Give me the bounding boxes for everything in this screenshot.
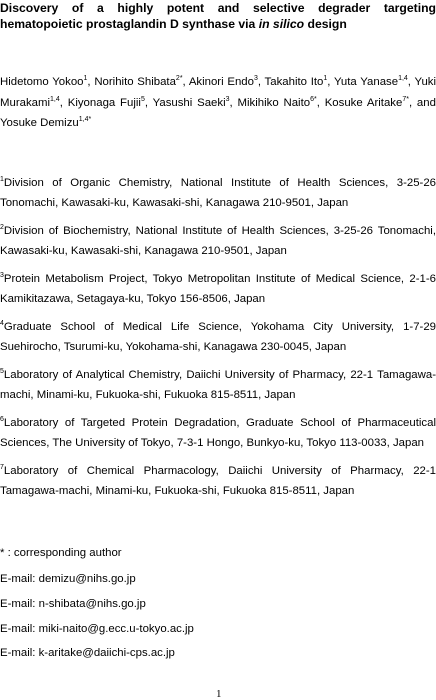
author-name: Yuki Murakami (0, 76, 436, 109)
author-name: Yuta Yanase (333, 76, 399, 88)
author-name: Mikihiko Naito (237, 96, 311, 109)
author-affiliation-marker: 7* (402, 95, 409, 103)
affiliation-number: 6 (0, 416, 4, 424)
author-separator: , (87, 76, 95, 88)
affiliation-text: Division of Organic Chemistry, National Institute of Health Sciences, 3-25-26 Tonomachi, Kawasaki-ku, Kawasaki-shi, Kanagawa 210-9501, Japan (0, 177, 436, 209)
author-name: Yosuke Demizu (0, 117, 79, 129)
affiliation-4 (0, 318, 436, 357)
affiliation-text: Laboratory of Chemical Pharmacology, Daiichi University of Pharmacy, 22-1 Tamagawa-machi, Minami-ku, Fukuoka-shi, Fukuoka 815-8511, Japan (0, 465, 436, 497)
page-number: 1 (216, 688, 222, 700)
affiliation-text: Laboratory of Analytical Chemistry, Daiichi University of Pharmacy, 22-1 Tamagawa-machi, Minami-ku, Fukuoka-shi, Fukuoka 815-8511, Japan (0, 369, 436, 401)
affiliation-number: 1 (0, 176, 4, 184)
author-affiliation-marker: 1 (323, 75, 328, 83)
affiliation-text: Laboratory of Targeted Protein Degradation, Graduate School of Pharmaceutical Sciences, The University of Tokyo, 7-3-1 Hongo, Bunkyo-ku, Tokyo 113-0033, Japan (0, 417, 436, 449)
author-separator: , (407, 76, 415, 88)
author-affiliation-marker: 3 (225, 95, 230, 103)
author-name: Akinori Endo (188, 76, 254, 88)
author-separator: , and (408, 96, 436, 109)
author-list (0, 72, 436, 134)
author (0, 117, 91, 129)
author-separator: , (327, 76, 334, 88)
author (153, 97, 238, 109)
author (0, 76, 94, 88)
affiliation-7 (0, 462, 436, 501)
author (265, 76, 334, 88)
affiliation-number: 3 (0, 272, 4, 280)
author-affiliation-marker: 3 (253, 75, 258, 83)
author-affiliation-marker: 1,4* (78, 116, 92, 124)
affiliation-text: Graduate School of Medical Life Science, Yokohama City University, 1-7-29 Suehirocho, Tsurumi-ku, Yokohama-shi, Kanagawa 230-0045, Japan (0, 321, 436, 353)
author-affiliation-marker: 1,4 (398, 75, 408, 83)
author-name: Takahito Ito (264, 76, 324, 88)
author-affiliation-marker: 1 (83, 75, 88, 83)
title-text: Discovery of a highly potent and selective degrader targeting hematopoietic prostaglandin D synthase via (0, 1, 436, 31)
author-name: Kiyonaga Fujii (67, 96, 141, 109)
affiliation-number: 2 (0, 224, 4, 232)
affiliation-number: 7 (0, 464, 4, 472)
affiliation-1 (0, 174, 436, 213)
author-affiliation-marker: 6* (310, 95, 317, 103)
author-separator: , (182, 76, 189, 88)
author-separator: , (229, 96, 238, 109)
author (334, 76, 415, 88)
title-text-end: design (304, 17, 347, 31)
affiliation-number: 4 (0, 320, 4, 328)
author (94, 76, 189, 88)
corresponding-author-note: * : corresponding author (0, 547, 122, 559)
author-name: Yasushi Saeki (152, 96, 226, 109)
affiliation-text: Division of Biochemistry, National Institute of Health Sciences, 3-25-26 Tonomachi, Kawasaki-ku, Kawasaki-shi, Kanagawa 210-9501, Japan (0, 225, 436, 257)
email-shibata[interactable]: E-mail: n-shibata@nihs.go.jp (0, 598, 146, 610)
paper-title (0, 0, 436, 32)
author-separator: , (144, 96, 153, 109)
author (189, 76, 265, 88)
affiliation-2 (0, 222, 436, 261)
author (68, 97, 153, 109)
author-affiliation-marker: 2* (175, 75, 183, 83)
author (325, 97, 436, 109)
author-separator: , (257, 76, 265, 88)
author-separator: , (316, 96, 325, 109)
author (238, 97, 325, 109)
affiliation-6 (0, 414, 436, 453)
author-name: Norihito Shibata (94, 76, 176, 88)
affiliation-3 (0, 270, 436, 309)
affiliation-number: 5 (0, 368, 4, 376)
email-aritake[interactable]: E-mail: k-aritake@daiichi-cps.ac.jp (0, 647, 175, 659)
author-name: Hidetomo Yokoo (0, 76, 84, 88)
email-demizu[interactable]: E-mail: demizu@nihs.go.jp (0, 573, 136, 585)
author-affiliation-marker: 5 (140, 95, 145, 103)
author-separator: , (59, 96, 68, 109)
title-italic-text: in silico (258, 17, 305, 31)
affiliation-text: Protein Metabolism Project, Tokyo Metropolitan Institute of Medical Science, 2-1-6 Kamikitazawa, Setagaya-ku, Tokyo 156-8506, Japan (0, 273, 436, 305)
author-name: Kosuke Aritake (324, 96, 403, 109)
email-naito[interactable]: E-mail: miki-naito@g.ecc.u-tokyo.ac.jp (0, 623, 194, 635)
author-affiliation-marker: 1,4 (50, 95, 60, 103)
affiliation-5 (0, 366, 436, 405)
